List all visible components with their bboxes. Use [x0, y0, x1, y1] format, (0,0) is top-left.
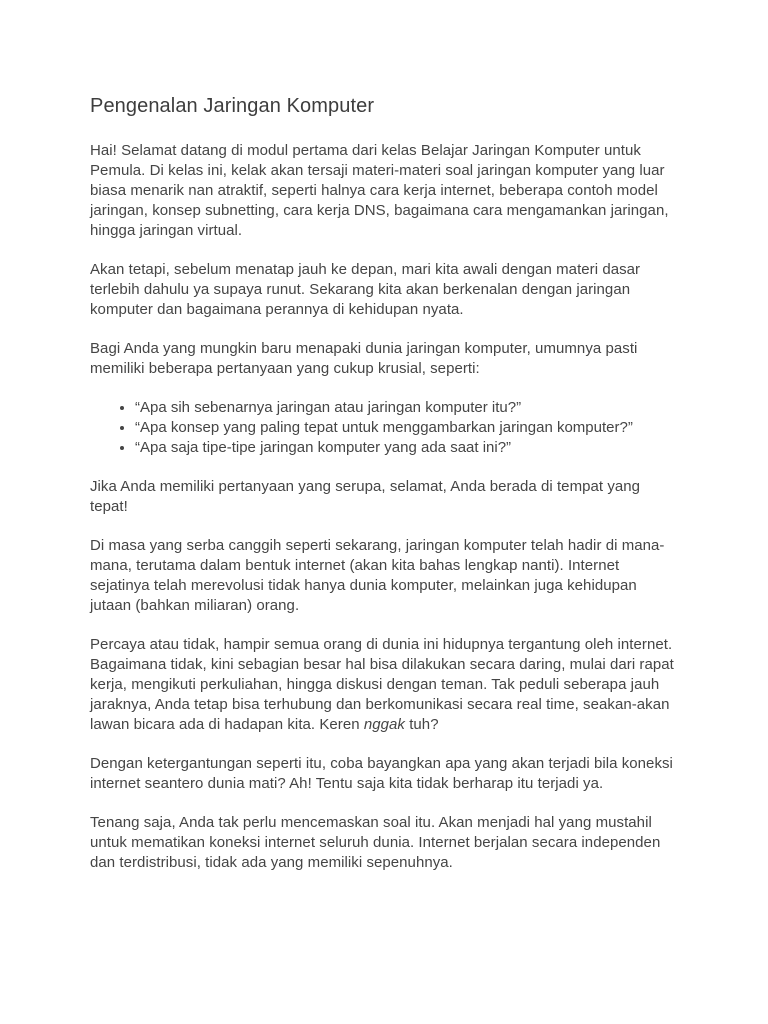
list-item: • “Apa konsep yang paling tepat untuk menggambarkan jaringan komputer?” [135, 418, 682, 438]
document-page [90, 92, 682, 892]
paragraph-percaya-end: tuh? [404, 716, 439, 733]
paragraph-tenang: Tenang saja, Anda tak perlu mencemaskan soal itu. Akan menjadi hal yang mustahil untuk mematikan koneksi internet seluruh dunia. Internet berjalan secara independen dan terdistribusi, tidak ada yang memiliki sepenuhnya. [90, 814, 661, 871]
paragraph-percaya-text: Percaya atau tidak, hampir semua orang di dunia ini hidupnya tergantung oleh internet. Bagaimana tidak, kini sebagian besar hal bisa dilakukan secara daring, mulai dari rapat kerja, mengikuti perkuliahan, hingga diskusi dengan teman. Tak peduli seberapa jauh jaraknya, Anda tetap bisa terhubung dan berkomunikasi secara real time, seakan-akan lawan bicara ada di hadapan kita. Keren [90, 636, 674, 733]
list-item: • “Apa sih sebenarnya jaringan atau jaringan komputer itu?” [135, 398, 682, 418]
paragraph-di-masa: Di masa yang serba canggih seperti sekarang, jaringan komputer telah hadir di mana-mana, terutama dalam bentuk internet (akan kita bahas lengkap nanti). Internet sejatinya telah merevolusi tidak hanya dunia komputer, melainkan juga kehidupan jutaan (bahkan miliaran) orang. [90, 537, 665, 614]
question-list [90, 398, 682, 458]
paragraph-dengan: Dengan ketergantungan seperti itu, coba bayangkan apa yang akan terjadi bila koneksi internet seantero dunia mati? Ah! Tentu saja kita tidak berharap itu terjadi ya. [90, 755, 673, 792]
list-item: • “Apa saja tipe-tipe jaringan komputer yang ada saat ini?” [135, 438, 682, 458]
paragraph-intro: Hai! Selamat datang di modul pertama dari kelas Belajar Jaringan Komputer untuk Pemula. Di kelas ini, kelak akan tersaji materi-materi soal jaringan komputer yang luar biasa menarik nan atraktif, seperti halnya cara kerja internet, beberapa contoh model jaringan, konsep subnetting, cara kerja DNS, bagaimana cara mengamankan jaringan, hingga jaringan virtual. [90, 142, 669, 239]
paragraph-akan-tetapi: Akan tetapi, sebelum menatap jauh ke depan, mari kita awali dengan materi dasar terlebih dahulu ya supaya runut. Sekarang kita akan berkenalan dengan jaringan komputer dan bagaimana perannya di kehidupan nyata. [90, 261, 641, 318]
paragraph-bagi-anda: Bagi Anda yang mungkin baru menapaki dunia jaringan komputer, umumnya pasti memiliki beberapa pertanyaan yang cukup krusial, seperti: [90, 340, 638, 377]
paragraph-percaya [90, 635, 682, 735]
page-title: Pengenalan Jaringan Komputer [90, 95, 375, 117]
emphasis-nggak: nggak [363, 716, 405, 733]
paragraph-jika-anda: Jika Anda memiliki pertanyaan yang serupa, selamat, Anda berada di tempat yang tepat! [90, 478, 641, 515]
